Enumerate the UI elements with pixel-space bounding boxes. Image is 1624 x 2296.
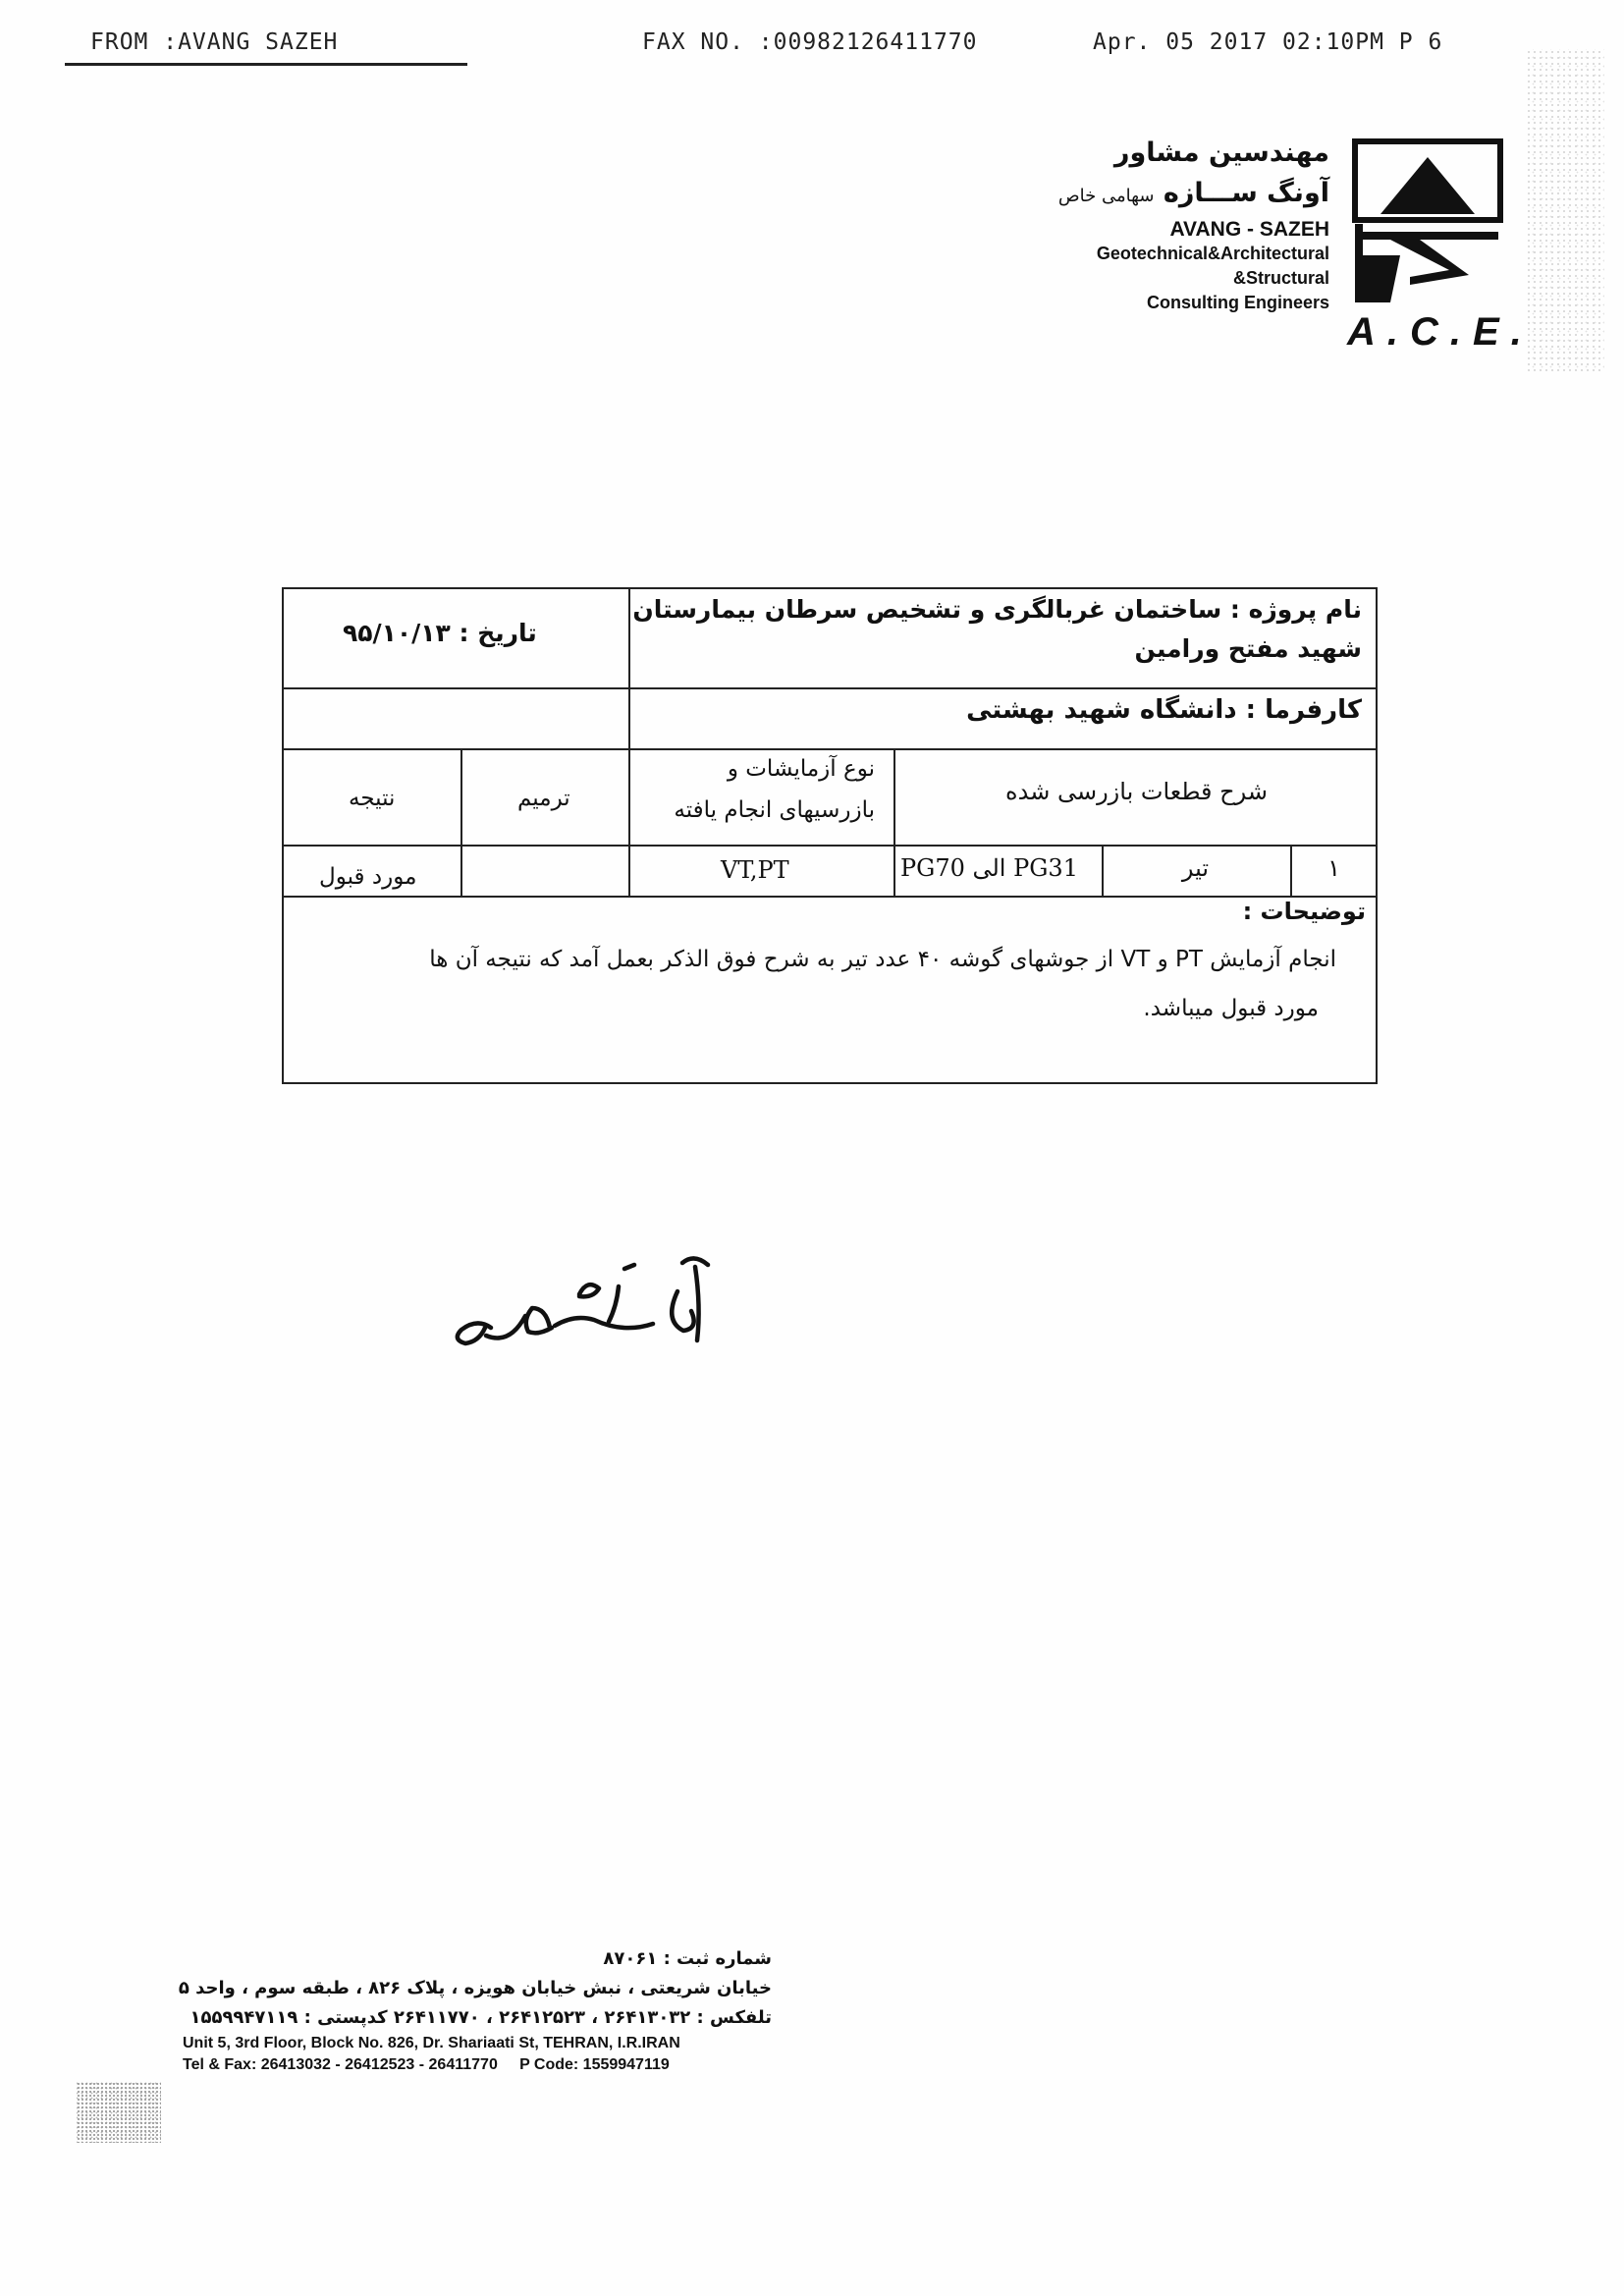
header-test-type-line1: نوع آزمایشات و [727, 756, 875, 782]
fax-from: FROM :AVANG SAZEH [90, 29, 339, 55]
letterhead-abbreviation: A.C.E. [1347, 310, 1534, 354]
notes-line2: مورد قبول میباشد. [1143, 996, 1319, 1021]
scan-noise [77, 2082, 161, 2143]
notes-line1: انجام آزمایش PT و VT از جوشهای گوشه ۴۰ عدد تیر به شرح فوق الذکر بعمل آمد که نتیجه آن ها [429, 947, 1336, 972]
footer-phone-fa: تلفکس : ۲۶۴۱۳۰۳۲ ، ۲۶۴۱۲۵۲۳ ، ۲۶۴۱۱۷۷۰ کدپستی : ۱۵۵۹۹۴۷۱۱۹ [189, 2007, 772, 2028]
header-repair: ترمیم [517, 786, 570, 811]
footer-phone-en: Tel & Fax: 26413032 - 26412523 - 26411770 P Code: 1559947119 [183, 2056, 670, 2073]
table-rule [460, 748, 462, 898]
footer-address-en: Unit 5, 3rd Floor, Block No. 826, Dr. Shariaati St, TEHRAN, I.R.IRAN [183, 2035, 680, 2051]
letterhead-fa-title: مهندسین مشاور [1113, 137, 1329, 168]
report-date: تاریخ : ۹۵/۱۰/۱۳ [343, 619, 537, 647]
project-name: نام پروژه : ساختمان غربالگری و تشخیص سرطان بیمارستان [632, 595, 1362, 624]
letterhead-fa-name [917, 178, 1329, 208]
letterhead [917, 137, 1329, 315]
project-name-continued: شهید مفتح ورامین [1134, 634, 1362, 663]
row-range: PG31 الی PG70 [900, 854, 1078, 882]
letterhead-en-line3: Consulting Engineers [1146, 293, 1329, 312]
row-result: مورد قبول [319, 864, 417, 890]
row-number: ۱ [1327, 854, 1340, 882]
inspection-report-table [282, 587, 1378, 1084]
fax-datetime: Apr. 05 2017 02:10PM P 6 [1093, 29, 1443, 55]
footer-address-fa: خیابان شریعتی ، نبش خیابان هویزه ، پلاک ۸۲۶ ، طبقه سوم ، واحد ۵ [178, 1978, 772, 1998]
letterhead-fa-suffix: سهامی خاص [1057, 186, 1155, 206]
footer-registration: شماره ثبت : ۸۷۰۶۱ [603, 1948, 772, 1969]
header-test-type-line2: بازرسیهای انجام یافته [674, 797, 875, 823]
table-rule [284, 896, 1376, 898]
table-rule [628, 748, 630, 898]
letterhead-en-line1: Geotechnical&Architectural [1096, 244, 1329, 263]
header-description: شرح قطعات بازرسی شده [1005, 778, 1268, 805]
letterhead-fa-company: آونگ ســـازه [1163, 178, 1329, 208]
footer [178, 1944, 772, 2076]
letterhead-en-name: AVANG - SAZEH [1169, 218, 1329, 241]
fax-header-underline [65, 63, 467, 66]
table-rule [628, 589, 630, 750]
table-rule [284, 748, 1376, 750]
fax-number: FAX NO. :00982126411770 [642, 29, 978, 55]
company-signature [432, 1247, 717, 1355]
notes-label: توضیحات : [1242, 898, 1366, 925]
table-rule [1290, 847, 1292, 898]
scan-noise [1526, 49, 1604, 373]
employer: کارفرما : دانشگاه شهید بهشتی [966, 695, 1362, 725]
header-result: نتیجه [349, 786, 396, 811]
table-rule [284, 845, 1376, 847]
table-rule [284, 687, 1376, 689]
row-tests: VT,PT [721, 856, 789, 884]
letterhead-en-line2: &Structural [1232, 268, 1329, 288]
company-logo-icon [1351, 137, 1504, 306]
table-rule [1102, 847, 1104, 898]
row-part: تیر [1181, 854, 1209, 882]
table-rule [893, 748, 895, 898]
